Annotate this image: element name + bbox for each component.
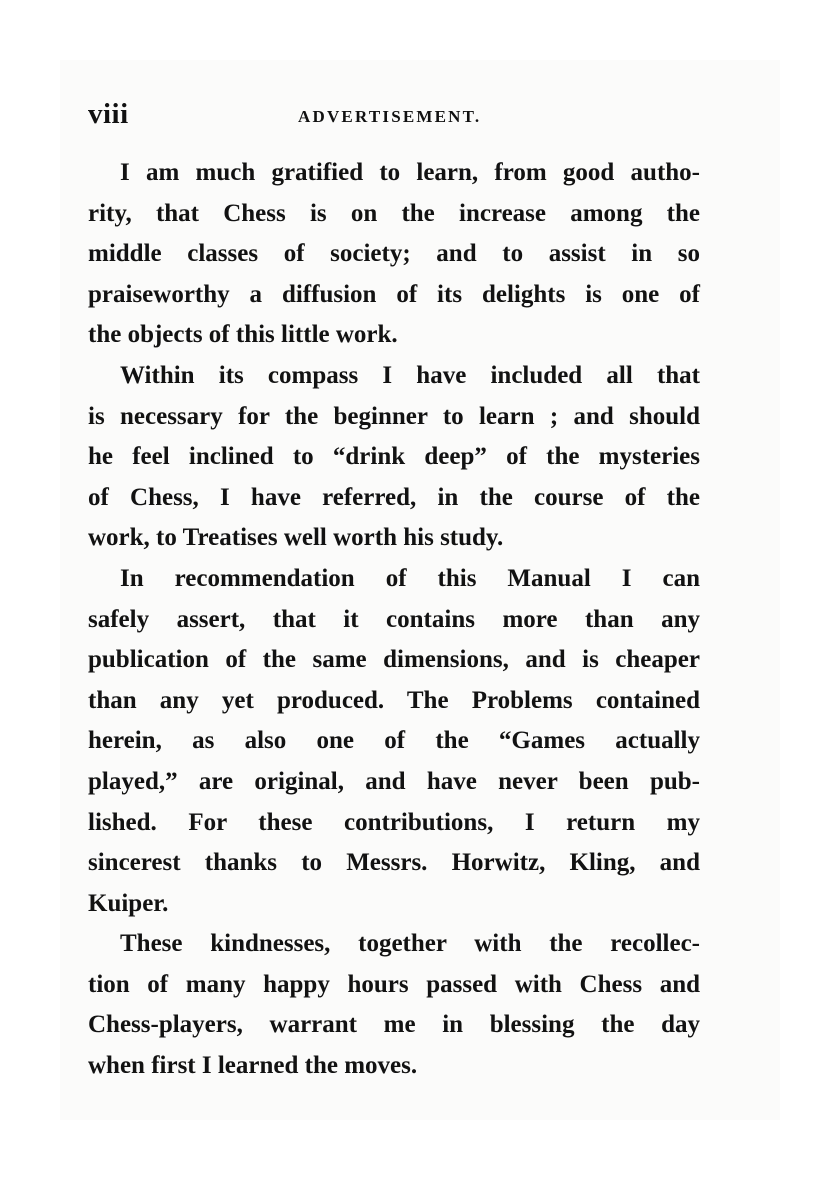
text-line: safely assert, that it contains more than any — [88, 605, 700, 633]
text-line: work, to Treatises well worth his study. — [88, 524, 504, 552]
text-line: Chess-players, warrant me in blessing the day — [88, 1011, 700, 1039]
text-line: the objects of this little work. — [88, 321, 398, 349]
text-line: of Chess, I have referred, in the course of the — [88, 483, 700, 511]
text-line: middle classes of society; and to assist in so — [88, 240, 700, 268]
body-text — [88, 153, 700, 1087]
text-line: These kindnesses, together with the recollec- — [120, 930, 700, 958]
text-line: praiseworthy a diffusion of its delights is one of — [88, 280, 700, 308]
text-line: tion of many happy hours passed with Chess and — [88, 970, 700, 998]
text-line: herein, as also one of the “Games actually — [88, 727, 700, 755]
text-line: than any yet produced. The Problems contained — [88, 686, 700, 714]
paragraph-3 — [88, 559, 700, 924]
text-line: In recommendation of this Manual I can — [120, 564, 700, 592]
text-line: I am much gratified to learn, from good autho- — [120, 159, 700, 186]
text-line: is necessary for the beginner to learn ; and should — [88, 402, 700, 430]
text-line: he feel inclined to “drink deep” of the mysteries — [88, 443, 700, 471]
paragraph-1 — [88, 153, 700, 356]
paragraph-4 — [88, 924, 700, 1086]
page-number: viii — [88, 98, 129, 130]
running-head: ADVERTISEMENT. — [298, 107, 482, 126]
text-line: rity, that Chess is on the increase among the — [88, 199, 700, 227]
text-line: publication of the same dimensions, and is cheaper — [88, 646, 700, 674]
text-line: played,” are original, and have never been pub- — [88, 767, 700, 795]
text-line: sincerest thanks to Messrs. Horwitz, Kling, and — [88, 849, 700, 877]
text-line: when first I learned the moves. — [88, 1052, 418, 1080]
text-line: Within its compass I have included all that — [120, 361, 700, 389]
page-header — [88, 98, 708, 138]
text-line: Kuiper. — [88, 889, 169, 917]
paragraph-2 — [88, 356, 700, 559]
text-line: lished. For these contributions, I return my — [88, 808, 700, 836]
